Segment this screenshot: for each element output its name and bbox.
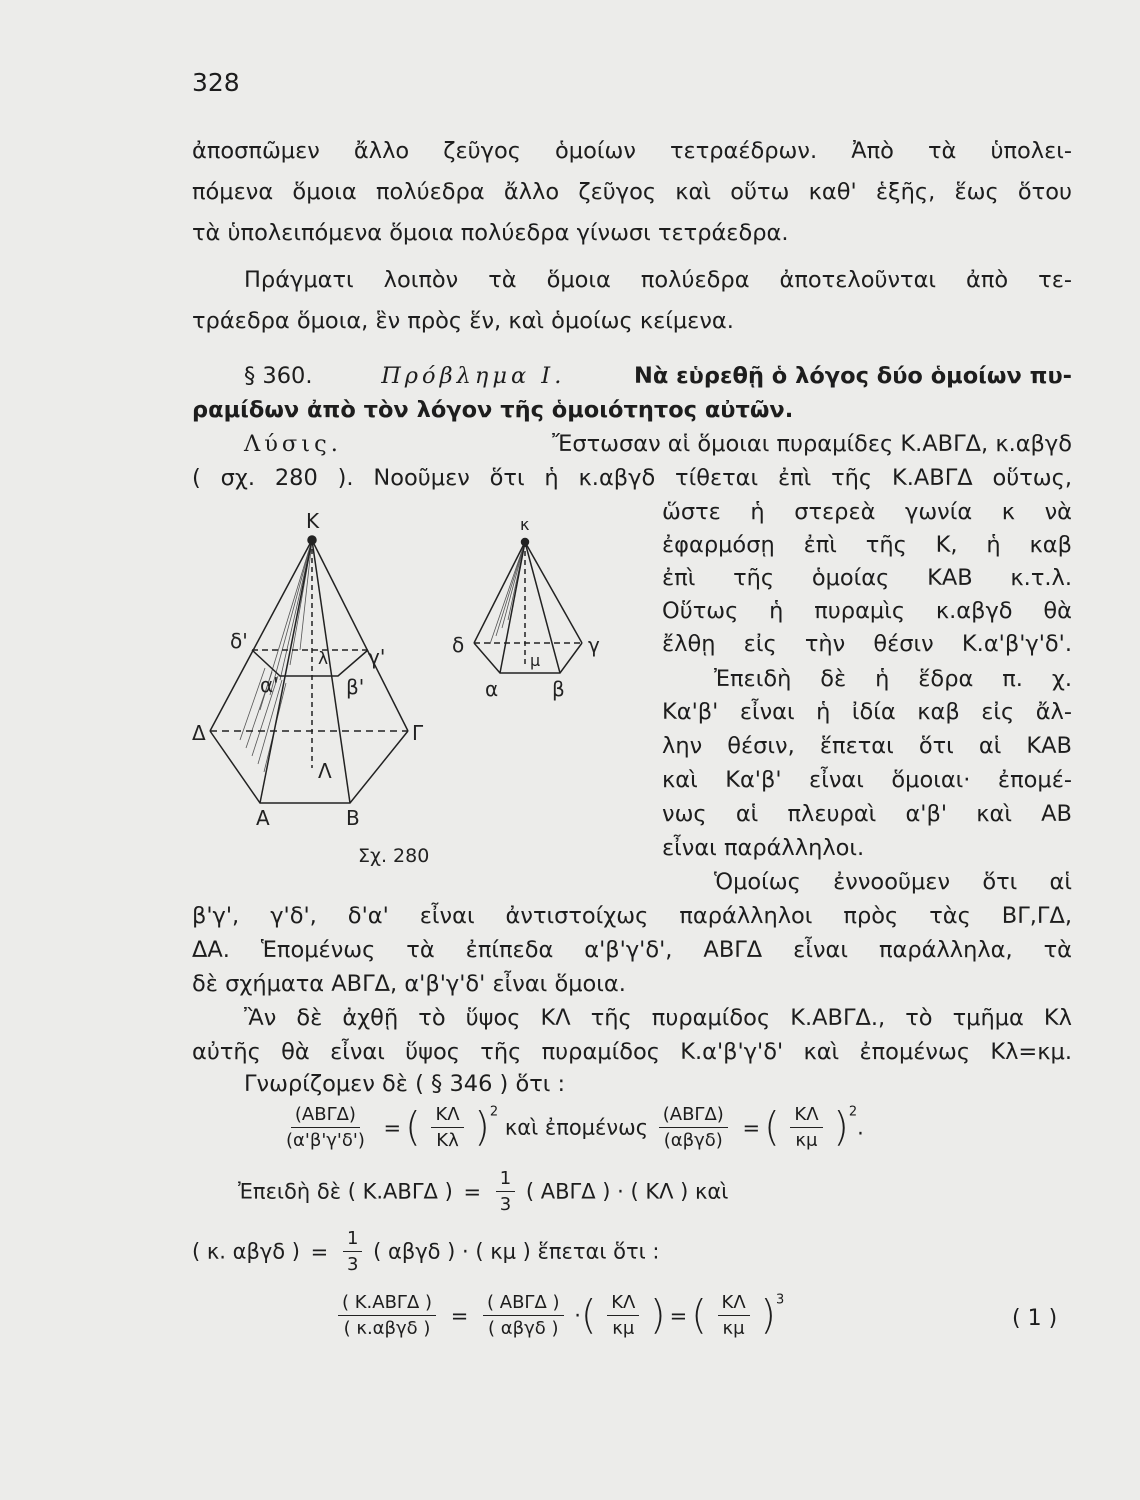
para1-line: πόμενα ὅμοια πολύεδρα ἄλλο ζεῦγος καὶ οὕτω καθ' ἑξῆς, ἕως ὅτου [192, 179, 1072, 205]
label-Delta: Δ [192, 721, 206, 745]
f1-den3: (αβγδ) [663, 1130, 723, 1151]
problem-title-part1: Νὰ εὑρεθῇ ὁ λόγος δύο ὁμοίων πυ- [634, 363, 1072, 389]
label-alpha: α [485, 677, 499, 701]
f4-num1: ( Κ.ΑΒΓΔ ) [338, 1290, 436, 1316]
para1-line: ἀποσπῶμεν ἄλλο ζεῦγος ὁμοίων τετραέδρων. Ἀπὸ τὰ ὑπολει- [192, 138, 1072, 164]
f4-num4: ΚΛ [718, 1290, 750, 1316]
f3-num: 1 [343, 1226, 362, 1252]
f1-exp: 2 [489, 1104, 499, 1120]
figure-280 [190, 500, 630, 880]
side-line: λην θέσιν, ἕπεται ὅτι αἱ ΚΑΒ [662, 733, 1072, 759]
f3-den: 3 [346, 1254, 359, 1275]
f1-num3: (ΑΒΓΔ) [659, 1102, 728, 1128]
f2-rest: ( ΑΒΓΔ ) · ( ΚΛ ) καὶ [525, 1179, 729, 1204]
f3-rest: ( αβγδ ) · ( κμ ) ἕπεται ὅτι : [373, 1239, 660, 1264]
formula-1: $\frac{\text{(ΑΒΓΔ)}}{(\alpha'\beta'\gamma'\delta')}$ = ( $\frac{K\Lambda}{K\lambda}$ )$^2$ καὶ ἐπομένως $\frac{\text{(ΑΒΓΔ)}}{\text{(αβγδ)}}$ = ( $\frac{K\Lambda}{\kappa\mu}$ )$^2$. [278, 1102, 864, 1153]
label-gamma: γ [588, 633, 600, 657]
solution-label: Λύσις. [244, 431, 342, 457]
f1-num4: ΚΛ [790, 1102, 822, 1128]
section-number: § 360. [244, 363, 313, 389]
label-kappa: κ [520, 515, 530, 534]
f4-exp: 3 [775, 1292, 785, 1308]
small-pyramid [474, 539, 582, 674]
f1-den1: (α'β'γ'δ') [286, 1130, 365, 1151]
f4-den3: κμ [612, 1318, 635, 1339]
formula-3: ( κ. αβγδ ) = $\frac{1}{3}$ ( αβγδ ) · ( κμ ) ἕπεται ὅτι : [192, 1228, 660, 1275]
big-pyramid [210, 536, 408, 803]
f1-den4: κμ [795, 1130, 818, 1151]
para1-line: τὰ ὑπολειπόμενα ὅμοια πολύεδρα γίνωσι τετράεδρα. [192, 220, 789, 246]
side-line: Οὕτως ἡ πυραμὶς κ.αβγδ θὰ [662, 598, 1072, 624]
label-A: Α [256, 806, 270, 830]
label-beta-prime: β' [346, 675, 365, 699]
formula-intro: Γνωρίζομεν δὲ ( § 346 ) ὅτι : [244, 1071, 566, 1097]
problem-title-part2: ραμίδων ἀπὸ τὸν λόγον τῆς ὁμοιότητος αὐτῶν. [192, 397, 794, 423]
para4-line: αὐτῆς θὰ εἶναι ὕψος τῆς πυραμίδος Κ.α'β'γ'δ' καὶ ἐπομένως Κλ=κμ. [192, 1039, 1072, 1065]
f1-exp2: 2 [848, 1104, 858, 1120]
para3-line: δὲ σχήματα ΑΒΓΔ, α'β'γ'δ' εἶναι ὅμοια. [192, 971, 626, 997]
f4-den4: κμ [722, 1318, 745, 1339]
f1-den2: Κλ [436, 1130, 459, 1151]
f4-den2: ( αβγδ ) [488, 1318, 559, 1339]
f4-den1: ( κ.αβγδ ) [343, 1318, 431, 1339]
para3-line: ΔΑ. Ἑπομένως τὰ ἐπίπεδα α'β'γ'δ', ΑΒΓΔ εἶναι παράλληλα, τὰ [192, 937, 1072, 963]
f1-num2: ΚΛ [431, 1102, 463, 1128]
label-K: Κ [306, 509, 320, 533]
f1-num1: (ΑΒΓΔ) [291, 1102, 360, 1128]
f2-num: 1 [496, 1166, 515, 1192]
para4-line: Ἂν δὲ ἀχθῇ τὸ ὕψος ΚΛ τῆς πυραμίδος Κ.ΑΒΓΔ., τὸ τμῆμα Κλ [244, 1005, 1072, 1031]
f1-connective: καὶ ἐπομένως [504, 1115, 649, 1140]
label-alpha-prime: α' [260, 673, 279, 697]
side-line: Ἐπειδὴ δὲ ἡ ἕδρα π. χ. [714, 666, 1072, 692]
label-B: Β [346, 806, 360, 830]
para2-line: τράεδρα ὅμοια, ἓν πρὸς ἕν, καὶ ὁμοίως κείμενα. [192, 308, 734, 334]
label-mu: μ [530, 651, 541, 670]
label-lambda-small: λ [318, 649, 329, 669]
para3-line: β'γ', γ'δ', δ'α' εἶναι ἀντιστοίχως παράλληλοι πρὸς τὰς ΒΓ,ΓΔ, [192, 903, 1072, 929]
formula-4: $\frac{\text{( Κ.ΑΒΓΔ )}}{\text{( κ.αβγδ )}}$ = $\frac{\text{( ΑΒΓΔ )}}{\text{( αβγδ )}}$ ·( $\frac{K\Lambda}{\kappa\mu}$ ) = ( $\frac{K\Lambda}{\kappa\mu}$ )$^3$ [334, 1290, 784, 1341]
side-line: νως αἱ πλευραὶ α'β' καὶ ΑΒ [662, 801, 1072, 827]
page-number: 328 [192, 68, 240, 97]
side-line: ὥστε ἡ στερεὰ γωνία κ νὰ [662, 499, 1072, 525]
side-line: ἐπὶ τῆς ὁμοίας ΚΑΒ κ.τ.λ. [662, 565, 1072, 591]
f4-num3: ΚΛ [607, 1290, 639, 1316]
label-delta: δ [452, 633, 465, 657]
side-line: εἶναι παράλληλοι. [662, 835, 865, 861]
equation-number: ( 1 ) [1012, 1306, 1058, 1331]
side-line: Κα'β' εἶναι ἡ ἰδία καβ εἰς ἄλ- [662, 699, 1072, 725]
solution-line: ( σχ. 280 ). Νοοῦμεν ὅτι ἡ κ.αβγδ τίθεται ἐπὶ τῆς Κ.ΑΒΓΔ οὕτως, [192, 465, 1072, 491]
label-delta-prime: δ' [230, 629, 248, 653]
label-beta: β [552, 677, 565, 701]
label-Gamma: Γ [412, 721, 424, 745]
f2-den: 3 [499, 1194, 512, 1215]
formula-2: Ἐπειδὴ δὲ ( Κ.ΑΒΓΔ ) = $\frac{1}{3}$ ( ΑΒΓΔ ) · ( ΚΛ ) καὶ [238, 1168, 729, 1215]
side-line: ἐφαρμόσῃ ἐπὶ τῆς Κ, ἡ καβ [662, 532, 1072, 558]
f4-num2: ( ΑΒΓΔ ) [483, 1290, 564, 1316]
f2-prefix: Ἐπειδὴ δὲ ( Κ.ΑΒΓΔ ) [238, 1179, 453, 1204]
side-line: καὶ Κα'β' εἶναι ὅμοιαι· ἐπομέ- [662, 767, 1072, 793]
label-Lambda: Λ [318, 759, 332, 783]
label-gamma-prime: γ' [368, 645, 386, 669]
figure-caption: Σχ. 280 [358, 845, 430, 867]
para2-line: Πράγματι λοιπὸν τὰ ὅμοια πολύεδρα ἀποτελοῦνται ἀπὸ τε- [244, 267, 1072, 293]
side-line: Ὁμοίως ἐννοοῦμεν ὅτι αἱ [714, 869, 1072, 895]
side-line: ἔλθῃ εἰς τὴν θέσιν Κ.α'β'γ'δ'. [662, 631, 1072, 657]
problem-label: Πρόβλημα Ι. [381, 363, 566, 389]
solution-text: Ἔστωσαν αἱ ὅμοιαι πυραμίδες Κ.ΑΒΓΔ, κ.αβγδ [552, 431, 1072, 457]
f3-prefix: ( κ. αβγδ ) [192, 1239, 300, 1264]
